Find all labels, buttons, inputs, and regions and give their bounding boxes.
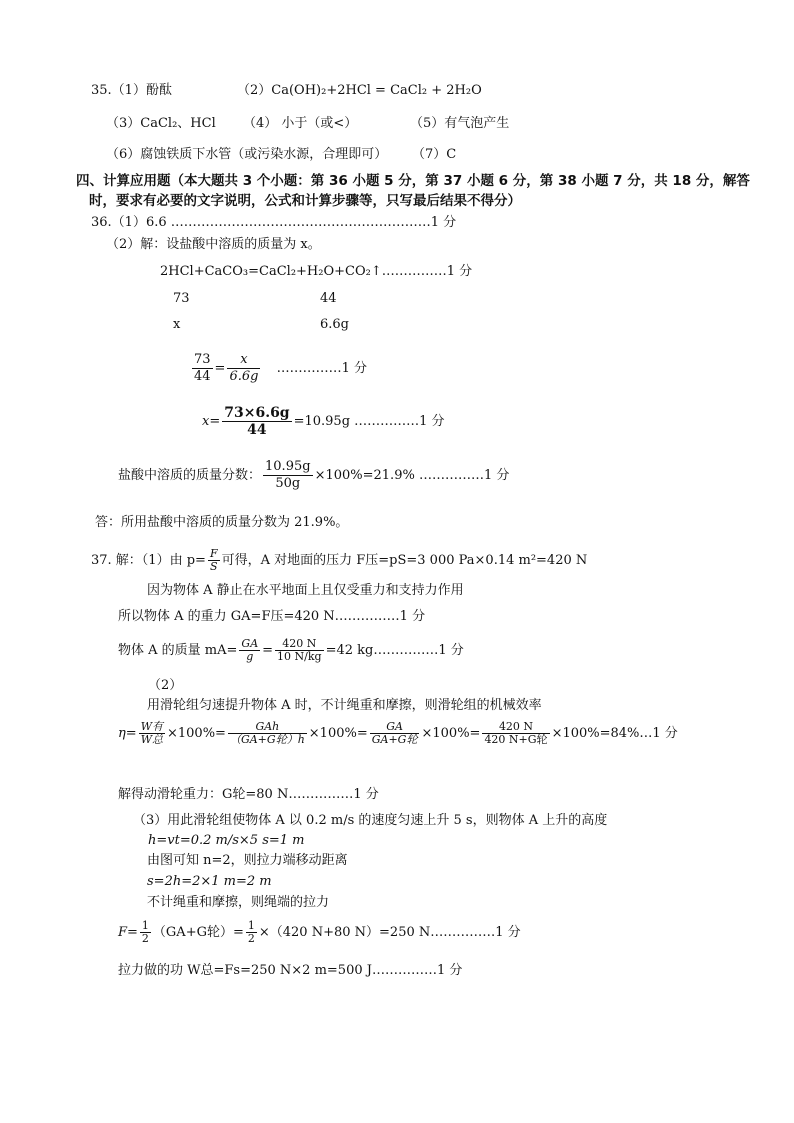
q37-line-2: 因为物体 A 静止在水平地面上且仅受重力和支持力作用 xyxy=(147,583,464,598)
q36-equation: 2HCl+CaCO₃=CaCl₂+H₂O+CO₂↑……………1 分 xyxy=(160,264,473,279)
fraction: $\frac{\text{W有}}{\text{W总}}$ xyxy=(140,720,163,746)
q37-line-1: 37. 解：（1）由 p= $\frac{F}{S}$ 可得，A 对地面的压力 F压=pS=3 000 Pa×0.14 m²=420 N xyxy=(91,547,588,573)
q36-answer: 答：所用盐酸中溶质的质量分数为 21.9%。 xyxy=(95,515,349,530)
fraction: $\frac{x}{6.6g}$ xyxy=(229,352,259,384)
fraction: $\frac{73}{44}$ xyxy=(194,352,211,384)
q36-part-1: 36.（1）6.6 ……………………………………………………1 分 xyxy=(91,215,457,230)
q37-line-12: 不计绳重和摩擦，则绳端的拉力 xyxy=(147,895,330,910)
q35-answer-2: （2）Ca(OH)₂+2HCl = CaCl₂ + 2H₂O xyxy=(237,83,482,98)
fraction: $\frac{F}{S}$ xyxy=(209,547,218,573)
q37-line-9: h=vt=0.2 m/s×5 s=1 m xyxy=(148,833,305,848)
fraction: $\frac{10.95g}{50g}$ xyxy=(265,459,311,491)
q37-pull-force: F= $\frac{1}{2}$ （GA+G轮）= $\frac{1}{2}$ ×（420 N+80 N）=250 N……………1 分 xyxy=(118,919,521,945)
q36-molar-mass-left: 73 xyxy=(173,291,190,306)
q35-answer-4: （4） 小于（或<） xyxy=(243,116,358,131)
q37-efficiency: η= $\frac{\text{W有}}{\text{W总}}$ ×100%= $\frac{\text{GAh}}{\text{（GA+G轮）h}}$ ×100%= $\frac{GA}{\text{GA+G轮}}$ ×100%= $\frac{420 N}{\text{420 N+G轮}}$ ×100%=84%…1 分 xyxy=(118,720,678,746)
q37-line-11: s=2h=2×1 m=2 m xyxy=(147,874,272,889)
q37-line-7: 解得动滑轮重力：G轮=80 N……………1 分 xyxy=(118,787,379,802)
fraction: $\frac{\text{GAh}}{\text{（GA+G轮）h}}$ xyxy=(229,720,305,746)
q36-molar-mass-right: 44 xyxy=(320,291,337,306)
q37-mass: 物体 A 的质量 mA= $\frac{GA}{g}$ = $\frac{420 N}{10 N/kg}$ =42 kg……………1 分 xyxy=(118,637,464,663)
q35-answer-7: （7）C xyxy=(412,147,457,162)
q35-answer-3: （3）CaCl₂、HCl xyxy=(106,116,216,131)
fraction: $\frac{420 N}{10 N/kg}$ xyxy=(277,637,322,663)
fraction: $\frac{GA}{\text{GA+G轮}}$ xyxy=(371,720,418,746)
q36-ratio-equation: $\frac{73}{44}$ = $\frac{x}{6.6g}$ ……………1 分 xyxy=(194,352,367,384)
q35-answer-5: （5）有气泡产生 xyxy=(410,116,510,131)
q36-var-left: x xyxy=(173,317,181,332)
q36-part-2-intro: （2）解：设盐酸中溶质的质量为 x。 xyxy=(106,237,321,252)
fraction: $\frac{1}{2}$ xyxy=(141,919,149,945)
q35-answer-6: （6）腐蚀铁质下水管（或污染水源，合理即可） xyxy=(106,147,388,162)
q36-x-solution: x= $\frac{73\times 6.6g}{44}$ =10.95g ……………1 分 xyxy=(202,405,445,438)
fraction: $\frac{GA}{g}$ xyxy=(241,637,259,663)
q37-line-8: （3）用此滑轮组使物体 A 以 0.2 m/s 的速度匀速上升 5 s，则物体 A 上升的高度 xyxy=(133,813,608,828)
q37-part-2-label: （2） xyxy=(148,678,183,693)
q37-line-3: 所以物体 A 的重力 GA=F压=420 N……………1 分 xyxy=(118,609,426,624)
fraction: $\frac{420 N}{\text{420 N+G轮}}$ xyxy=(484,720,548,746)
q36-var-right: 6.6g xyxy=(320,317,349,332)
section-heading-line-1: 四、计算应用题（本大题共 3 个小题：第 36 小题 5 分，第 37 小题 6 分，第 38 小题 7 分，共 18 分，解答 xyxy=(76,173,750,189)
q37-line-6: 用滑轮组匀速提升物体 A 时，不计绳重和摩擦，则滑轮组的机械效率 xyxy=(147,698,542,713)
fraction: $\frac{1}{2}$ xyxy=(247,919,255,945)
fraction: $\frac{73\times 6.6g}{44}$ xyxy=(224,405,290,438)
q37-line-13: 拉力做的功 W总=Fs=250 N×2 m=500 J……………1 分 xyxy=(118,963,463,978)
q37-line-10: 由图可知 n=2，则拉力端移动距离 xyxy=(147,853,348,868)
q35-answer-1: 35.（1）酚酞 xyxy=(91,83,172,98)
q36-mass-fraction: 盐酸中溶质的质量分数： $\frac{10.95g}{50g}$ ×100%=21.9% ……………1 分 xyxy=(118,459,510,491)
section-heading-line-2: 时，要求有必要的文字说明，公式和计算步骤等，只写最后结果不得分） xyxy=(89,193,521,209)
